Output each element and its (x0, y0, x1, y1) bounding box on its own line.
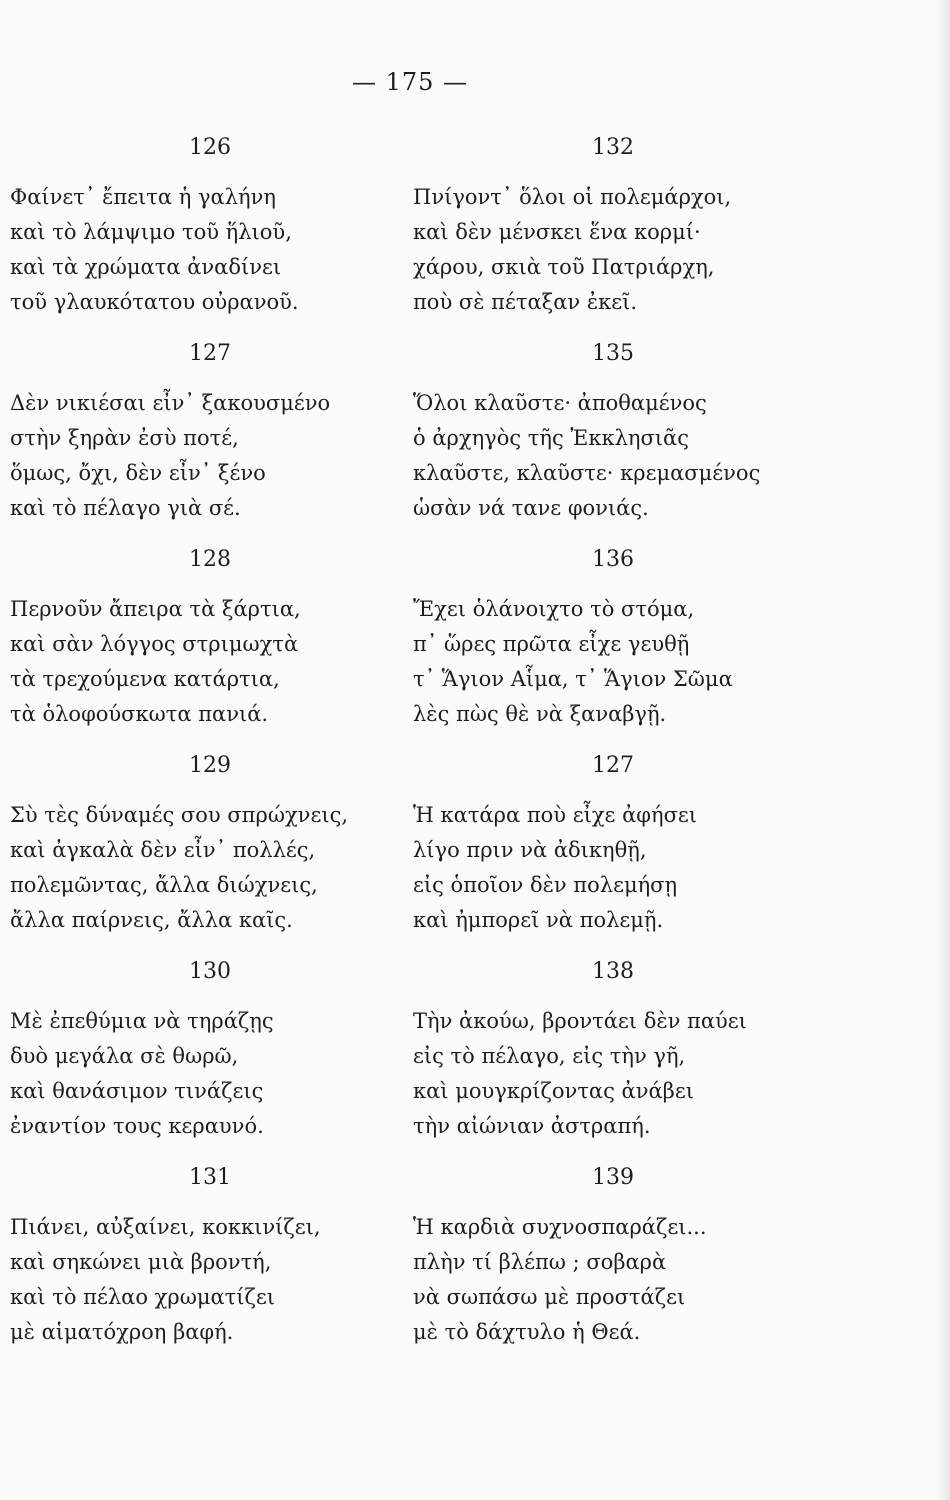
verse-line: εἰς τὸ πέλαγο, εἰς τὴν γῆ, (413, 1044, 686, 1068)
stanza (413, 538, 813, 744)
verse-line: λίγο πριν νὰ ἀδικηθῇ, (413, 838, 647, 862)
left-column (10, 126, 410, 1362)
verse-line: τὰ ὁλοφούσκωτα πανιά. (10, 702, 269, 726)
stanza (413, 126, 813, 332)
verse-line: τ᾽ Ἅγιον Αἷμα, τ᾽ Ἅγιον Σῶμα (413, 667, 733, 691)
stanza-number: 138 (592, 959, 634, 984)
stanza-number: 127 (189, 341, 231, 366)
verse-line: πολεμῶντας, ἄλλα διώχνεις, (10, 873, 318, 897)
verse-line: Περνοῦν ἄπειρα τὰ ξάρτια, (10, 597, 301, 621)
stanza (413, 332, 813, 538)
stanza-lines (413, 592, 813, 732)
verse-line: κλαῦστε, κλαῦστε· κρεμασμένος (413, 461, 761, 485)
verse-line: χάρου, σκιὰ τοῦ Πατριάρχη, (413, 255, 715, 279)
stanza-lines (413, 180, 813, 320)
stanza-lines (10, 592, 410, 732)
verse-line: εἰς ὁποῖον δὲν πολεμήσῃ (413, 873, 678, 897)
verse-line: πλὴν τί βλέπω ; σοβαρὰ (413, 1250, 667, 1274)
verse-line: Ὅλοι κλαῦστε· ἀποθαμένος (413, 391, 707, 415)
stanza (10, 332, 410, 538)
stanza-lines (10, 1004, 410, 1144)
stanza-number: 129 (189, 753, 231, 778)
verse-line: δυὸ μεγάλα σὲ θωρῶ, (10, 1044, 239, 1068)
stanza-lines (413, 1004, 813, 1144)
verse-line: Μὲ ἐπεθύμια νὰ τηράζῃς (10, 1009, 274, 1033)
stanza-number: 130 (189, 959, 231, 984)
verse-line: Σὺ τὲς δύναμές σου σπρώχνεις, (10, 803, 348, 827)
stanza-number: 127 (592, 753, 634, 778)
stanza-number: 132 (592, 135, 634, 160)
verse-line: τὴν αἰώνιαν ἀστραπή. (413, 1114, 651, 1138)
verse-line: καὶ ἀγκαλὰ δὲν εἶν᾽ πολλές, (10, 838, 316, 862)
stanza (10, 126, 410, 332)
verse-line: Πιάνει, αὐξαίνει, κοκκινίζει, (10, 1215, 321, 1239)
verse-line: Ἔχει ὁλάνοιχτο τὸ στόμα, (413, 597, 695, 621)
stanza-lines (10, 386, 410, 526)
verse-line: καὶ σηκώνει μιὰ βροντή, (10, 1250, 272, 1274)
verse-line: καὶ τὸ πέλαο χρωματίζει (10, 1285, 276, 1309)
verse-line: π᾽ ὥρες πρῶτα εἶχε γευθῇ (413, 632, 690, 656)
verse-line: νὰ σωπάσω μὲ προστάζει (413, 1285, 686, 1309)
stanza-lines (413, 1210, 813, 1350)
stanza (10, 950, 410, 1156)
stanza-number: 126 (189, 135, 231, 160)
verse-line: ἄλλα παίρνεις, ἄλλα καῖς. (10, 908, 293, 932)
stanza-lines (10, 1210, 410, 1350)
verse-line: καὶ τὸ πέλαγο γιὰ σέ. (10, 496, 241, 520)
stanza-number: 139 (592, 1165, 634, 1190)
verse-line: ὅμως, ὄχι, δὲν εἶν᾽ ξένο (10, 461, 266, 485)
verse-line: Ἡ κατάρα ποὺ εἶχε ἀφήσει (413, 803, 698, 827)
stanza (10, 1156, 410, 1362)
verse-line: ὡσὰν νά τανε φονιάς. (413, 496, 649, 520)
verse-line: ὁ ἀρχηγὸς τῆς Ἐκκλησιᾶς (413, 426, 689, 450)
verse-line: καὶ τὰ χρώματα ἀναδίνει (10, 255, 282, 279)
verse-line: καὶ σὰν λόγγος στριμωχτὰ (10, 632, 299, 656)
page-edge-shadow (936, 0, 950, 1500)
verse-line: καὶ μουγκρίζοντας ἀνάβει (413, 1079, 694, 1103)
verse-line: καὶ δὲν μένσκει ἕνα κορμί· (413, 220, 701, 244)
page-number: — 175 — (351, 68, 469, 96)
verse-line: τὰ τρεχούμενα κατάρτια, (10, 667, 280, 691)
verse-line: Τὴν ἀκούω, βροντάει δὲν παύει (413, 1009, 747, 1033)
stanza (10, 538, 410, 744)
stanza-lines (413, 386, 813, 526)
verse-line: καὶ θανάσιμον τινάζεις (10, 1079, 264, 1103)
stanza (413, 950, 813, 1156)
stanza (10, 744, 410, 950)
verse-line: τοῦ γλαυκότατου οὐρανοῦ. (10, 290, 299, 314)
stanza-number: 128 (189, 547, 231, 572)
verse-line: στὴν ξηρὰν ἐσὺ ποτέ, (10, 426, 239, 450)
verse-line: Φαίνετ᾽ ἔπειτα ἡ γαλήνη (10, 185, 276, 209)
stanza-number: 136 (592, 547, 634, 572)
verse-line: ἐναντίον τους κεραυνό. (10, 1114, 264, 1138)
right-column (413, 126, 813, 1362)
stanza-lines (10, 798, 410, 938)
verse-line: ποὺ σὲ πέταξαν ἐκεῖ. (413, 290, 638, 314)
stanza-number: 131 (189, 1165, 231, 1190)
stanza-number: 135 (592, 341, 634, 366)
stanza-lines (413, 798, 813, 938)
verse-line: λὲς πὼς θὲ νὰ ξαναβγῇ. (413, 702, 667, 726)
stanza (413, 744, 813, 950)
verse-line: μὲ τὸ δάχτυλο ἡ Θεά. (413, 1320, 641, 1344)
verse-line: Πνίγοντ᾽ ὅλοι οἱ πολεμάρχοι, (413, 185, 732, 209)
verse-line: Ἡ καρδιὰ συχνοσπαράζει... (413, 1215, 707, 1239)
stanza-lines (10, 180, 410, 320)
verse-line: καὶ τὸ λάμψιμο τοῦ ἥλιοῦ, (10, 220, 292, 244)
verse-line: Δὲν νικιέσαι εἶν᾽ ξακουσμένο (10, 391, 331, 415)
verse-line: καὶ ἠμπορεῖ νὰ πολεμῇ. (413, 908, 664, 932)
stanza (413, 1156, 813, 1362)
verse-line: μὲ αἱματόχροη βαφή. (10, 1320, 234, 1344)
